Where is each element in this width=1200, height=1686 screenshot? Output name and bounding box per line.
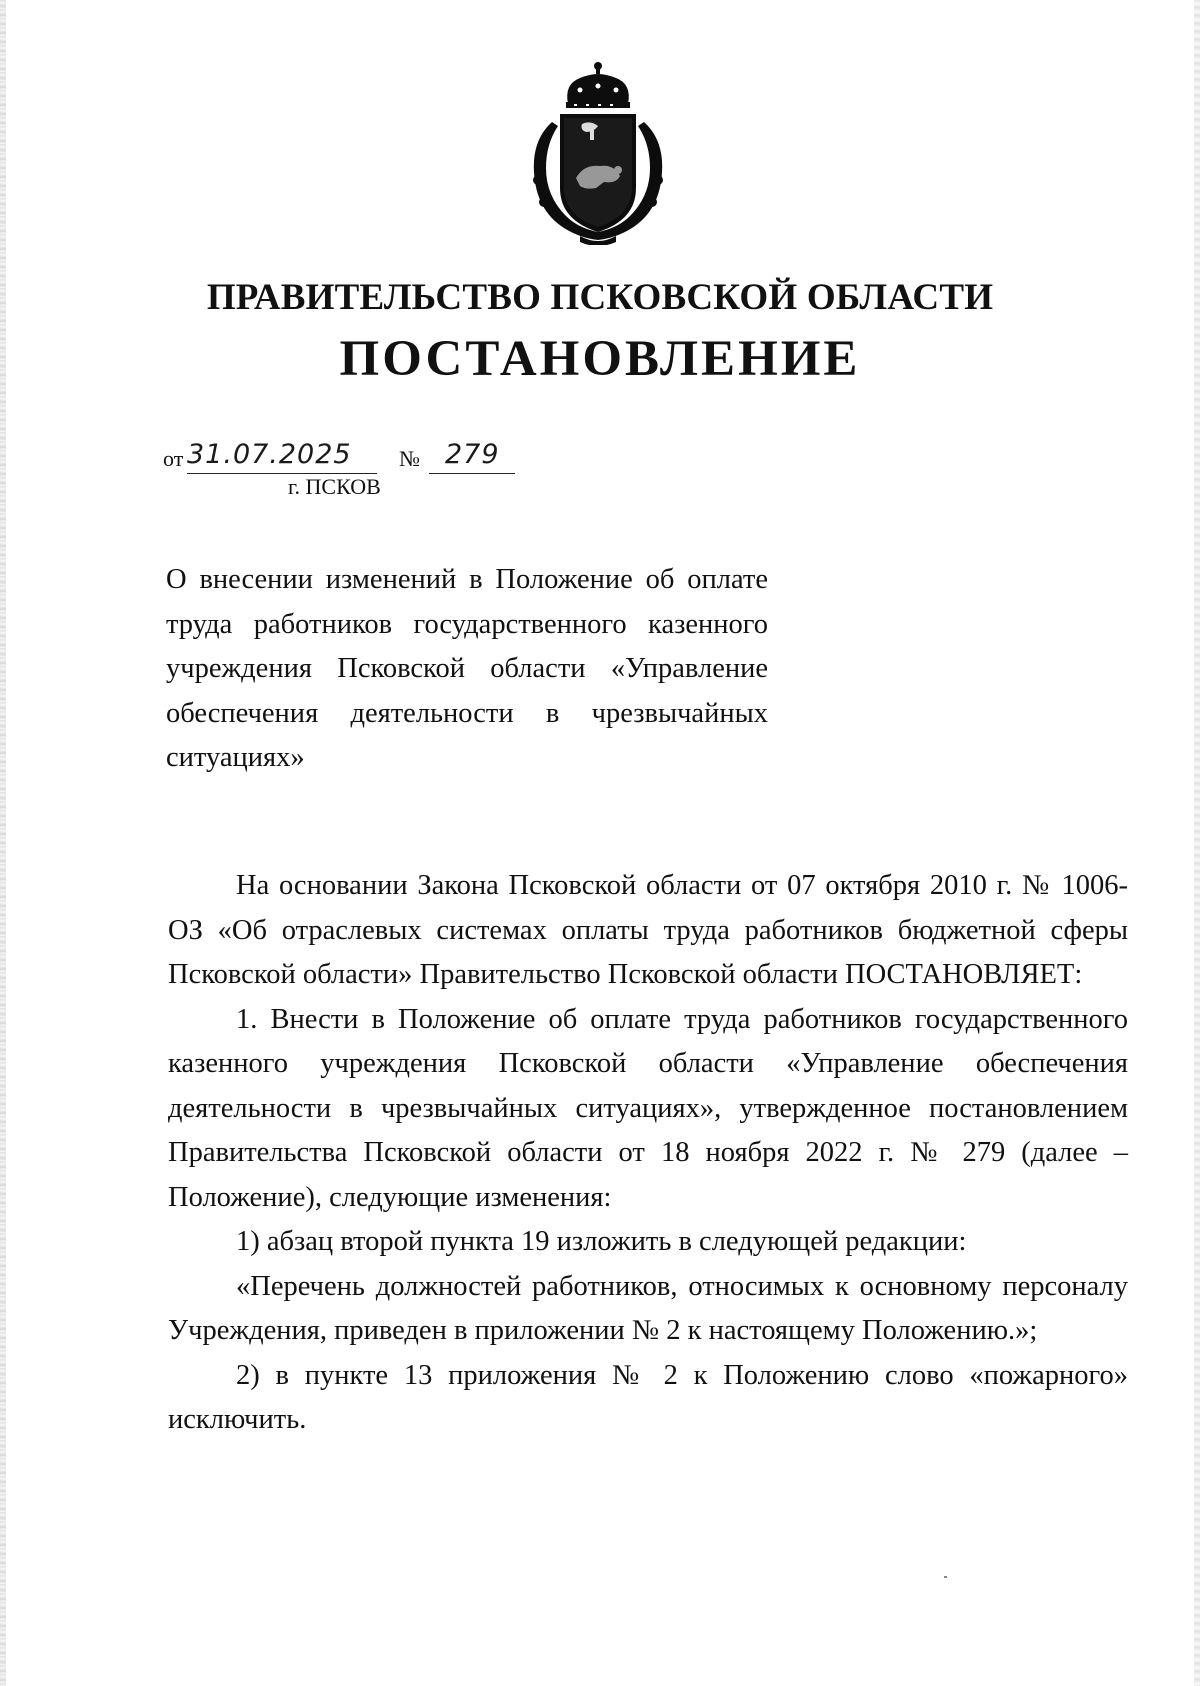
handwritten-date: 31.07.2025 (187, 439, 352, 470)
paragraph-item-1: 1. Внести в Положение об оплате труда работников государственного казенного учреждения Псковской области «Управление обеспечения деятельности в чрезвычайных ситуациях», утвержденное постановлением Правительства Псковской области от 18 ноября 2022 г. № 279 (далее – Положение), следующие изменения: (168, 1003, 1128, 1213)
paragraph-quote: «Перечень должностей работников, относимых к основному персоналу Учреждения, приведен в приложении № 2 к настоящему Положению.»; (168, 1270, 1128, 1346)
government-title: ПРАВИТЕЛЬСТВО ПСКОВСКОЙ ОБЛАСТИ (206, 277, 994, 318)
document-type-heading: ПОСТАНОВЛЕНИЕ (339, 331, 861, 387)
handwritten-number: 279 (445, 439, 500, 470)
paragraph-subitem-2: 2) в пункте 13 приложения № 2 к Положению слово «пожарного» исключить. (168, 1359, 1128, 1435)
document-subject: О внесении изменений в Положение об оплате труда работников государственного казенного учреждения Псковской области «Управление обеспечения деятельности в чрезвычайных ситуациях» (166, 564, 768, 773)
city-label: г. ПСКОВ (288, 474, 381, 499)
scan-edge-right (1194, 0, 1200, 1686)
scan-speck (944, 1576, 947, 1578)
paragraph-basis: На основании Закона Псковской области от 07 октября 2010 г. № 1006-ОЗ «Об отраслевых системах оплаты труда работников бюджетной сферы Псковской области» Правительство Псковской области ПОСТАНОВЛЯЕТ: (168, 870, 1128, 990)
number-underline (429, 473, 515, 474)
number-prefix: № (399, 446, 420, 471)
scan-edge-left (0, 0, 6, 1686)
date-prefix: от (163, 446, 184, 471)
document-body (168, 864, 1128, 1443)
paragraph-subitem-1: 1) абзац второй пункта 19 изложить в следующей редакции: (236, 1226, 967, 1257)
coat-of-arms-icon (524, 60, 672, 245)
